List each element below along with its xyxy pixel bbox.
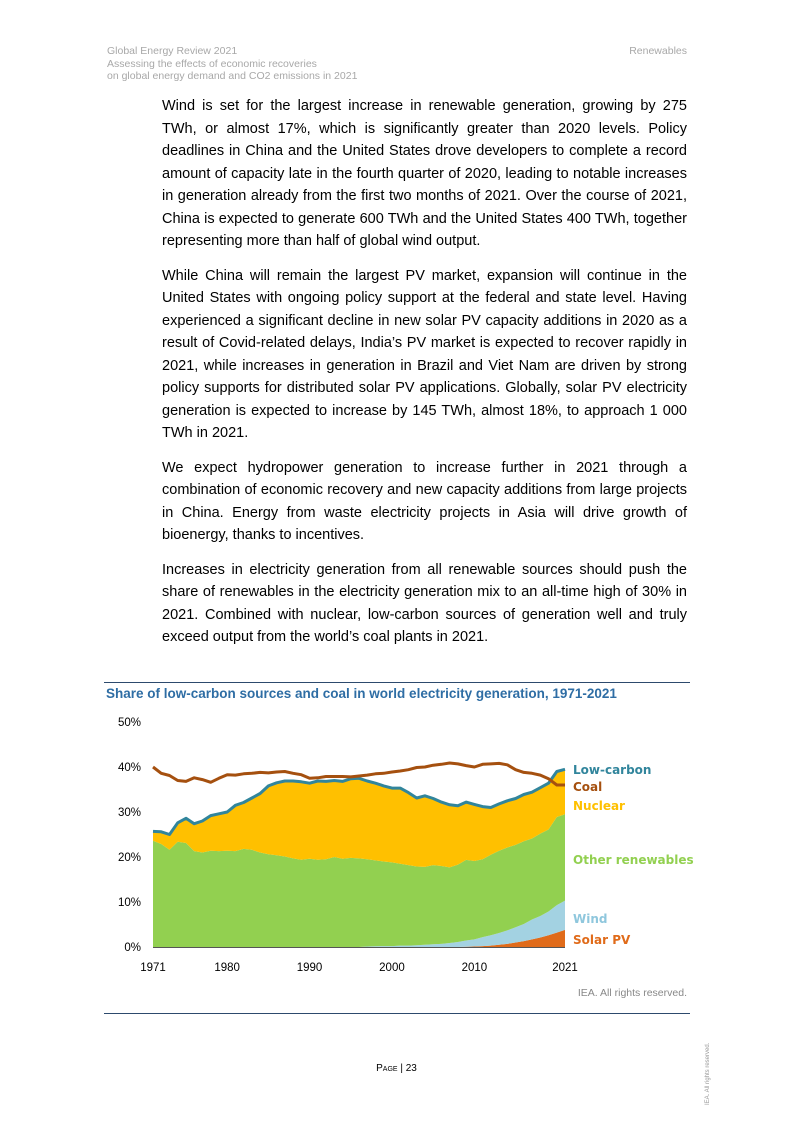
- chart-bottom-rule: [104, 1013, 690, 1014]
- legend-solar-pv: Solar PV: [573, 933, 631, 947]
- y-tick-label: 0%: [124, 942, 141, 954]
- paragraph: While China will remain the largest PV market, expansion will continue in the United States with ongoing policy support at the federal and state level. Having experienced a significant decline in new solar PV capacity additions in 2020 as a result of Covid-related delays, India’s PV market is expected to recover rapidly in 2021, while increases in generation in Brazil and Viet Nam are driven by strong policy supports for distributed solar PV applications. Globally, solar PV electricity generation is expected to increase by 145 TWh, almost 18%, to approach 1 000 TWh in 2021.: [162, 267, 687, 441]
- header-line: on global energy demand and CO2 emissions in 2021: [107, 70, 358, 82]
- y-tick-label: 50%: [117, 717, 141, 729]
- x-tick-label: 2000: [379, 962, 405, 974]
- chart-title: Share of low-carbon sources and coal in world electricity generation, 1971-2021: [106, 686, 617, 701]
- x-tick-label: 2010: [461, 962, 488, 974]
- x-tick-label: 1980: [214, 962, 240, 974]
- page-number: Page | 23: [376, 1063, 417, 1074]
- x-tick-label: 1990: [296, 962, 323, 974]
- paragraph: Wind is set for the largest increase in renewable generation, growing by 275 TWh, or almost 17%, which is significantly greater than 2020 levels. Policy deadlines in China and the United States drove developers to complete a record amount of capacity late in the fourth quarter of 2020, leading to notable increases in generation already from the first two months of 2021. Over the course of 2021, China is expected to generate 600 TWh and the United States 400 TWh, together representing more than half of global wind output.: [162, 98, 687, 249]
- header-line: Global Energy Review 2021: [107, 45, 238, 57]
- x-tick-label: 2021: [552, 962, 578, 974]
- legend-other-renewables: Other renewables: [573, 853, 694, 867]
- legend-low-carbon: Low-carbon: [573, 763, 652, 777]
- chart-credit: IEA. All rights reserved.: [577, 987, 687, 999]
- page-label: Page: [376, 1063, 398, 1074]
- page-value: 23: [405, 1063, 417, 1074]
- side-watermark: IEA. All rights reserved.: [705, 1042, 711, 1105]
- y-tick-label: 40%: [117, 762, 141, 774]
- y-tick-label: 30%: [117, 807, 141, 819]
- legend-nuclear: Nuclear: [573, 799, 625, 813]
- header-line: Assessing the effects of economic recoveries: [107, 57, 317, 70]
- legend-wind: Wind: [573, 912, 608, 926]
- paragraph: Increases in electricity generation from all renewable sources should push the share of renewables in the electricity generation mix to an all-time high of 30% in 2021. Combined with nuclear, low-carbon sources of generation well and truly exceed output from the world’s coal plants in 2021.: [162, 561, 687, 645]
- x-tick-label: 1971: [140, 962, 166, 974]
- legend-coal: Coal: [573, 780, 603, 794]
- paragraph: We expect hydropower generation to increase further in 2021 through a combination of economic recovery and new capacity additions from large projects in China. Energy from waste electricity projects in Asia will drive growth of bioenergy, thanks to incentives.: [162, 459, 687, 543]
- y-tick-label: 10%: [117, 897, 141, 909]
- section-label: Renewables: [629, 45, 687, 57]
- y-tick-label: 20%: [117, 852, 141, 864]
